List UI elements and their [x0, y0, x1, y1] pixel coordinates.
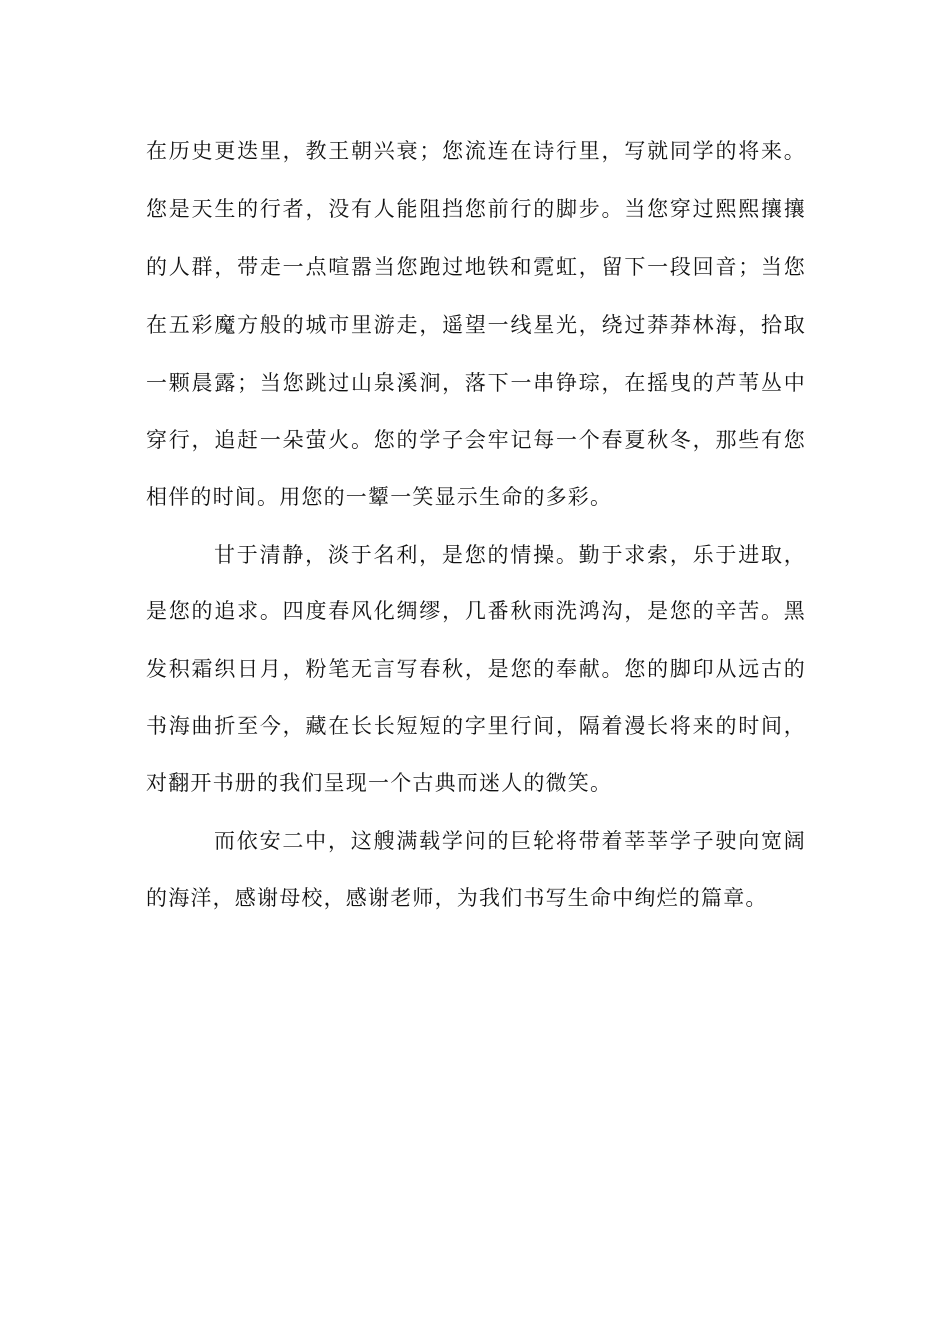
paragraph-2-line-4: 书海曲折至今，藏在长长短短的字里行间，隔着漫长将来的时间， — [146, 714, 806, 738]
paragraph-1-line-1: 在历史更迭里，教王朝兴衰；您流连在诗行里，写就同学的将来。 — [146, 139, 806, 163]
paragraph-2-line-2: 是您的追求。四度春风化绸缪，几番秋雨洗鸿沟，是您的辛苦。黑 — [146, 599, 806, 623]
paragraph-3-line-1: 而依安二中，这艘满载学问的巨轮将带着莘莘学子驶向宽阔 — [214, 829, 806, 853]
paragraph-1-line-3: 的人群，带走一点喧嚣当您跑过地铁和霓虹，留下一段回音；当您 — [146, 255, 806, 279]
paragraph-1-line-2: 您是天生的行者，没有人能阻挡您前行的脚步。当您穿过熙熙攘攘 — [146, 197, 806, 221]
paragraph-1-line-5: 一颗晨露；当您跳过山泉溪涧，落下一串铮琮，在摇曳的芦苇丛中 — [146, 371, 806, 395]
paragraph-2-line-3: 发积霜织日月，粉笔无言写春秋，是您的奉献。您的脚印从远古的 — [146, 657, 806, 681]
paragraph-2-line-1: 甘于清静，淡于名利，是您的情操。勤于求索，乐于进取， — [214, 543, 806, 567]
paragraph-1-line-6: 穿行，追赶一朵萤火。您的学子会牢记每一个春夏秋冬，那些有您 — [146, 428, 806, 452]
paragraph-3-line-2: 的海洋，感谢母校，感谢老师，为我们书写生命中绚烂的篇章。 — [146, 886, 768, 910]
paragraph-1-line-7: 相伴的时间。用您的一颦一笑显示生命的多彩。 — [146, 485, 613, 509]
paragraph-2-line-5: 对翻开书册的我们呈现一个古典而迷人的微笑。 — [146, 771, 613, 795]
paragraph-1-line-4: 在五彩魔方般的城市里游走，遥望一线星光，绕过莽莽林海，拾取 — [146, 313, 806, 337]
